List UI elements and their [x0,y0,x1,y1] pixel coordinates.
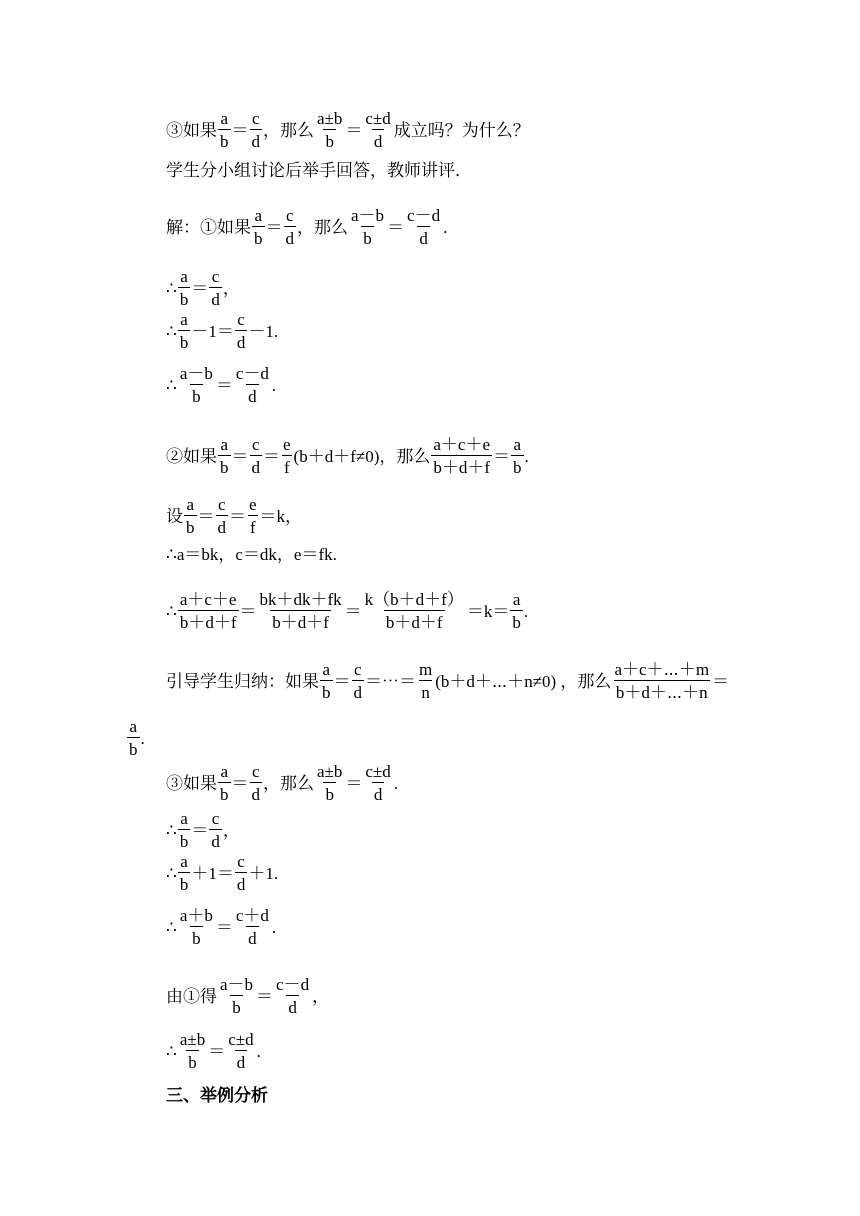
solution-1-line [166,207,447,247]
numerator: c±d [365,109,391,128]
numerator: c±d [365,762,391,781]
numerator: a [180,310,188,329]
therefore-symbol: ∴ [166,1041,177,1061]
question-3-line [166,110,530,150]
numerator: a [220,435,229,454]
equals-sign: ＝ [197,506,215,526]
step-line [166,268,240,308]
numerator: c－d [276,975,310,994]
fraction [209,810,222,850]
step-line [166,1031,261,1071]
denominator: d [246,926,259,947]
therefore-symbol: ∴ [166,321,177,341]
denominator: b [190,384,203,405]
text: ＋1＝ [191,863,234,883]
text: ＝k＝ [466,601,510,621]
numerator: a－b [220,975,254,994]
numerator: a [220,109,229,128]
text: 引导学生归纳：如果 [166,671,319,691]
numerator: a [512,590,521,609]
denominator: d [250,782,263,803]
numerator: a－b [179,364,213,383]
numerator: e [249,495,257,514]
denominator: b [230,995,243,1016]
therefore-symbol: ∴ [166,820,177,840]
text: ，那么 [263,120,314,140]
numerator: c [211,267,220,286]
equals-sign: ＝ [231,773,249,793]
equals-sign: ＝ [231,120,249,140]
text: ③如果 [166,120,217,140]
fraction [315,763,344,803]
fraction [405,207,442,247]
numerator: c [353,660,362,679]
step-line [166,365,276,405]
fraction [234,365,271,405]
denominator: b [178,872,191,893]
numerator: c＋d [235,906,269,925]
equals-sign: ＝ [239,601,257,621]
fraction [511,436,524,476]
denominator: b＋d＋⋯＋n [614,680,710,701]
numerator: a [186,495,195,514]
text: ＝k， [259,506,303,526]
numerator: a±b [317,109,343,128]
equals-sign: ＝ [712,671,730,691]
equals-sign: ＝ [345,120,363,140]
numerator: a＋c＋e [433,435,491,454]
denominator: d [250,129,263,150]
numerator: a＋b [179,906,213,925]
fraction [216,496,229,536]
denominator: b [511,455,524,476]
fraction [250,763,263,803]
text: 成立吗？为什么？ [393,120,530,140]
denominator: b [178,287,191,308]
equals-sign: ＝ [231,446,249,466]
text: ＋1. [248,863,279,883]
denominator: d [284,226,297,247]
denominator: d [216,515,229,536]
step-line [166,810,240,850]
text: －1. [248,321,279,341]
denominator: b [184,515,197,536]
fraction-a-over-b [218,110,231,150]
step-line [166,591,528,631]
fraction [417,661,434,701]
text: ＝⋯＝ [365,671,416,691]
fraction [178,591,239,631]
step-line [166,853,278,893]
induction-line [166,661,729,701]
numerator: c [285,206,294,225]
numerator: a±b [317,762,343,781]
fraction [612,661,711,701]
numerator: k（b＋d＋f） [364,590,464,609]
denominator: d [250,455,263,476]
numerator: c [251,435,260,454]
fraction [178,1031,207,1071]
denominator: b [218,782,231,803]
text: 解：①如果 [166,217,251,237]
numerator: a [254,206,263,225]
numerator: c [251,762,260,781]
denominator: b [178,330,191,351]
numerator: c [237,310,245,329]
numerator: c [251,109,260,128]
numerator: a [129,717,138,736]
numerator: a [180,852,188,871]
numerator: m [419,660,433,679]
fraction [178,311,191,351]
fraction [281,436,293,476]
fraction [209,268,222,308]
numerator: a±b [179,1030,206,1049]
denominator: d [286,995,299,1016]
equals-sign: ＝ [387,217,405,237]
text: . [524,446,529,466]
therefore-symbol: ∴ [166,863,177,883]
numerator: c [217,495,226,514]
text: 设 [166,506,183,526]
fraction [178,853,191,893]
numerator: c－d [407,206,441,225]
step-line [166,976,329,1016]
text: －1＝ [191,321,234,341]
denominator: b＋d＋f [178,610,239,631]
denominator: b [320,680,333,701]
numerator: a [220,762,229,781]
text: ③如果 [166,773,217,793]
step-line [166,496,302,536]
text: ， [222,820,240,840]
section-heading [166,1088,268,1105]
denominator: f [282,455,292,476]
therefore-symbol: ∴ [166,375,177,395]
equals-sign: ＝ [229,506,246,526]
text: ，那么 [263,773,314,793]
equals-sign: ＝ [263,446,280,466]
denominator: b [361,226,374,247]
text: ， [312,986,330,1006]
therefore-symbol: ∴ [166,917,177,937]
text: ，那么 [297,217,348,237]
text: (b＋d＋f≠0)，那么 [293,446,431,466]
numerator: c [237,852,245,871]
denominator: b [178,829,191,850]
fraction-c-over-d [250,110,263,150]
denominator: d [372,129,385,150]
text: . [443,217,448,237]
numerator: e [283,435,291,454]
fraction [352,661,365,701]
denominator: b＋d＋f [270,610,331,631]
text: . [271,917,277,937]
fraction [178,810,191,850]
numerator: a [322,660,331,679]
numerator: c±d [228,1030,254,1049]
fraction [510,591,523,631]
fraction [363,110,392,150]
fraction [178,365,215,405]
step-line [166,311,278,351]
fraction [250,436,263,476]
therefore-symbol: ∴ [166,278,177,298]
fraction [274,976,311,1016]
equals-sign: ＝ [493,446,511,466]
equals-sign: ＝ [215,917,233,937]
denominator: b [218,455,231,476]
denominator: b [323,782,336,803]
fraction [226,1031,255,1071]
numerator: c－d [235,364,269,383]
question-2-line [166,436,529,476]
fraction [315,110,344,150]
discussion-line [166,162,472,179]
fraction [218,436,231,476]
denominator: d [235,330,248,351]
equals-sign: ＝ [215,375,233,395]
numerator: a [513,435,522,454]
fraction [178,268,191,308]
equals-sign: ＝ [333,671,351,691]
numerator: a－b [351,206,385,225]
denominator: d [352,680,365,701]
equals-sign: ＝ [191,278,209,298]
question-3-proof-line [166,763,398,803]
fraction [320,661,333,701]
step-line [166,546,337,563]
fraction [363,763,392,803]
numerator: c [211,809,220,828]
denominator: d [417,226,430,247]
text: . [271,375,277,395]
fraction [247,496,259,536]
equals-sign: ＝ [256,986,274,1006]
equals-sign: ＝ [191,820,209,840]
numerator: bk＋dk＋fk [259,590,342,609]
equals-sign: ＝ [344,601,362,621]
denominator: b＋d＋f [384,610,445,631]
fraction [234,907,271,947]
text: (b＋d＋⋯＋n≠0) ，那么 [435,671,612,691]
denominator: b [218,129,231,150]
fraction [431,436,492,476]
text: 由①得 [166,986,217,1006]
denominator: d [209,287,222,308]
numerator: a＋c＋e [179,590,237,609]
step-line [166,907,276,947]
denominator: d [209,829,222,850]
fraction [218,763,231,803]
equals-sign: ＝ [265,217,283,237]
section-title: 三、举例分析 [166,1086,268,1106]
fraction [252,207,265,247]
denominator: b [252,226,265,247]
text: . [140,728,145,748]
fraction [235,853,248,893]
denominator: f [248,515,258,536]
text: ， [222,278,240,298]
numerator: a [180,267,188,286]
fraction [363,591,466,631]
therefore-symbol: ∴ [166,601,177,621]
denominator: d [235,872,248,893]
numerator: a＋c＋⋯＋m [614,660,710,679]
denominator: b [323,129,336,150]
fraction [127,718,140,758]
text: . [523,601,529,621]
equals-sign: ＝ [208,1041,226,1061]
induction-continued [126,718,145,758]
fraction [235,311,248,351]
fraction [178,907,215,947]
denominator: d [246,384,259,405]
equals-sign: ＝ [345,773,363,793]
denominator: b＋d＋f [431,455,492,476]
fraction [218,976,255,1016]
text: 学生分小组讨论后举手回答，教师讲评． [166,161,472,180]
denominator: n [419,680,432,701]
text: ∴a＝bk，c＝dk，e＝fk. [166,545,337,564]
numerator: a [180,809,188,828]
denominator: b [186,1050,199,1071]
denominator: d [372,782,385,803]
fraction [284,207,297,247]
denominator: d [235,1050,248,1071]
text: ②如果 [166,446,217,466]
denominator: b [510,610,523,631]
fraction [349,207,386,247]
denominator: b [190,926,203,947]
fraction [258,591,344,631]
denominator: b [127,737,140,758]
text: . [256,1041,261,1061]
text: . [393,773,399,793]
fraction [184,496,197,536]
